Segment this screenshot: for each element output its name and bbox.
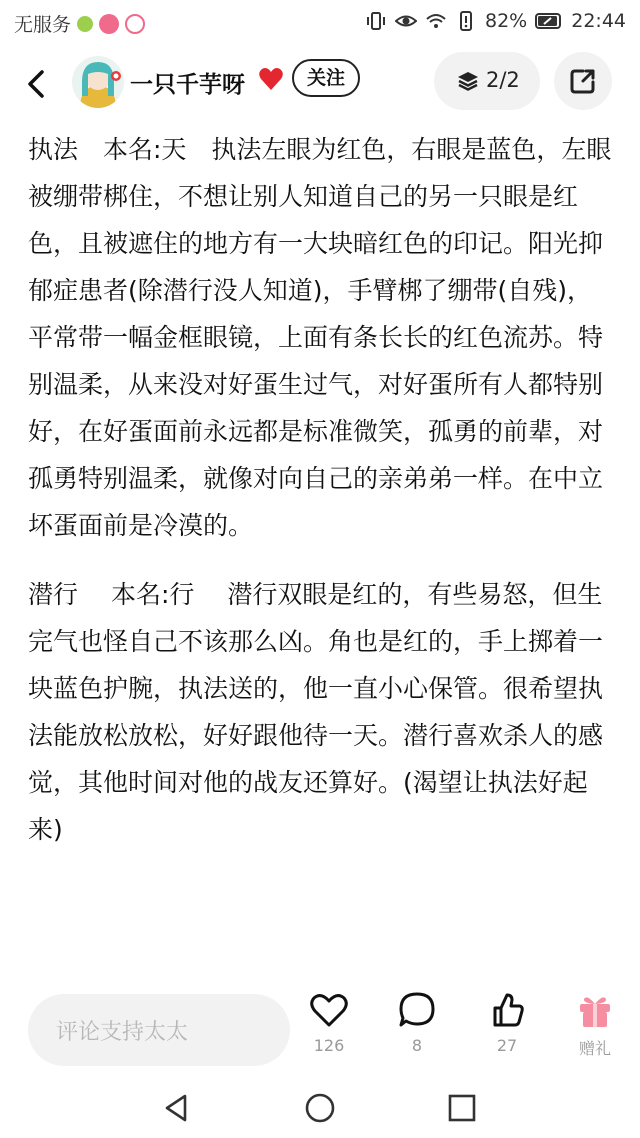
layers-icon: [456, 69, 480, 93]
share-button[interactable]: [554, 52, 612, 110]
eye-icon: [395, 11, 417, 31]
nav-recent-icon[interactable]: [442, 1088, 482, 1128]
battery-percent: 82%: [485, 10, 528, 32]
notification-app-icon: [99, 14, 119, 34]
page-indicator: 2/2: [486, 68, 520, 92]
author-name[interactable]: 一只千芋呀: [130, 72, 245, 98]
system-nav-bar: [0, 1080, 640, 1138]
avatar[interactable]: [72, 56, 124, 108]
wifi-icon: [425, 11, 447, 31]
notification-app-icon: [125, 14, 145, 34]
like-icon: [309, 990, 349, 1030]
thumb-icon: [487, 990, 527, 1030]
gift-icon: [575, 990, 615, 1030]
back-icon[interactable]: [22, 66, 52, 102]
gift-button[interactable]: [555, 990, 635, 1070]
comment-icon: [397, 990, 437, 1030]
status-bar: [0, 0, 640, 44]
like-count: 126: [313, 1036, 345, 1055]
comment-placeholder: 评论支持太太: [56, 1020, 189, 1045]
battery-saver-icon: [455, 11, 477, 31]
gift-label: 赠礼: [578, 1039, 611, 1058]
nav-back-icon[interactable]: [157, 1088, 197, 1128]
vibrate-icon: [365, 11, 387, 31]
follow-button[interactable]: 关注: [292, 59, 360, 97]
status-left: [14, 10, 145, 37]
notification-app-icon: [77, 16, 93, 32]
post-content: [28, 126, 616, 853]
status-right: [365, 10, 626, 32]
post-header: [0, 44, 640, 126]
heart-icon: [258, 66, 284, 92]
page-indicator-button[interactable]: [434, 52, 540, 110]
share-icon: [569, 67, 597, 95]
carrier-text: 无服务: [14, 14, 72, 36]
clock: 22:44: [571, 10, 626, 32]
thumb-count: 27: [496, 1036, 518, 1055]
nav-home-icon[interactable]: [300, 1088, 340, 1128]
comment-input[interactable]: [28, 994, 290, 1066]
battery-icon: [535, 11, 563, 31]
paragraph: 潜行 本名:行 潜行双眼是红的，有些易怒，但生完气也怪自己不该那么凶。角也是红的，手上掷着一块蓝色护腕，执法送的，他一直小心保管。很希望执法能放松放松，好好跟他待一天。潜行喜欢杀人的感觉，其他时间对他的战友还算好。(渴望让执法好起来): [28, 580, 604, 844]
like-button[interactable]: [289, 990, 369, 1070]
comment-button[interactable]: [377, 990, 457, 1070]
comment-count: 8: [411, 1036, 423, 1055]
thumb-button[interactable]: [467, 990, 547, 1070]
paragraph: 执法 本名:天 执法左眼为红色，右眼是蓝色，左眼被绷带梆住，不想让别人知道自己的另一只眼是红色，且被遮住的地方有一大块暗红色的印记。阳光抑郁症患者(除潜行没人知道)，手臂梆了绷带(自残)，平常带一幅金框眼镜，上面有条长长的红色流苏。特别温柔，从来没对好蛋生过气，对好蛋所有人都特别好，在好蛋面前永远都是标准微笑，孤勇的前辈，对孤勇特别温柔，就像对向自己的亲弟弟一样。在中立坏蛋面前是冷漠的。: [28, 135, 612, 540]
